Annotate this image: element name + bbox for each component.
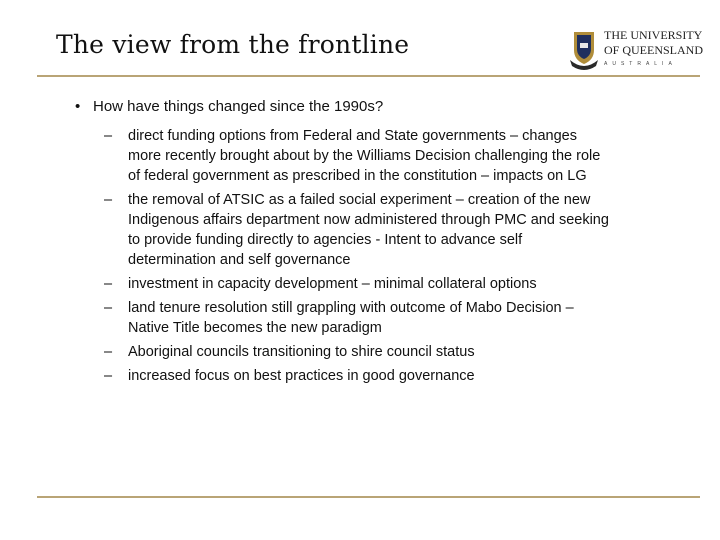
item-line: increased focus on best practices in good governance (128, 368, 475, 384)
item-line: the removal of ATSIC as a failed social experiment – creation of the new (128, 192, 591, 208)
item-line: Indigenous affairs department now administered through PMC and seeking (128, 212, 609, 228)
list-item (104, 274, 704, 294)
footer-rule (37, 496, 700, 498)
dash-icon: – (104, 300, 113, 316)
item-line: land tenure resolution still grappling with outcome of Mabo Decision – (128, 300, 574, 316)
crest-icon (568, 30, 600, 70)
dash-icon: – (104, 368, 113, 384)
slide-title: The view from the frontline (56, 30, 410, 59)
list-item (104, 298, 704, 338)
dash-icon: – (104, 344, 113, 360)
item-line: Aboriginal councils transitioning to shire council status (128, 344, 475, 360)
dash-icon: – (104, 276, 113, 292)
item-line: of federal government as prescribed in the constitution – impacts on LG (128, 168, 587, 184)
item-line: Native Title becomes the new paradigm (128, 320, 382, 336)
university-logo (568, 28, 718, 72)
logo-line-2: OF QUEENSLAND (604, 43, 703, 57)
list-item (104, 190, 704, 270)
bullet-text: How have things changed since the 1990s? (93, 98, 384, 115)
item-line: more recently brought about by the Williams Decision challenging the role (128, 148, 601, 164)
bullet-icon: • (75, 98, 81, 115)
item-line: investment in capacity development – minimal collateral options (128, 276, 537, 292)
sub-bullet-list (104, 126, 704, 390)
item-line: direct funding options from Federal and State governments – changes (128, 128, 577, 144)
item-line: to provide funding directly to agencies - Intent to advance self (128, 232, 523, 248)
list-item (104, 366, 704, 386)
logo-line-3: AUSTRALIA (604, 61, 677, 67)
list-item (104, 342, 704, 362)
list-item (104, 126, 704, 186)
item-line: determination and self governance (128, 252, 351, 268)
logo-line-1: THE UNIVERSITY (604, 28, 703, 42)
dash-icon: – (104, 192, 113, 208)
header-rule (37, 75, 700, 77)
dash-icon: – (104, 128, 113, 144)
